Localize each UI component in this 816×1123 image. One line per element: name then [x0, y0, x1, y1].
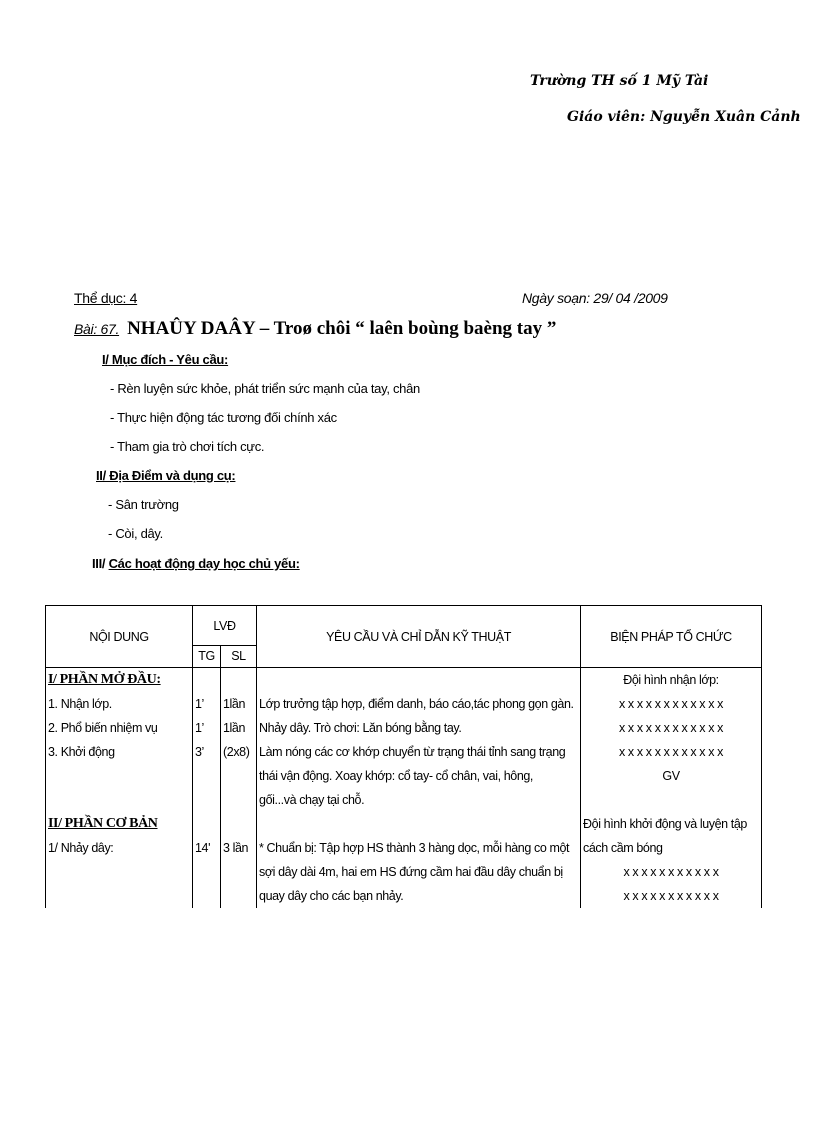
muc-dich-item: - Tham gia trò chơi tích cực.: [110, 439, 265, 454]
row-bien-phap: x x x x x x x x x x x x: [581, 740, 762, 764]
col-sl: SL: [221, 646, 257, 668]
row-bien-phap: x x x x x x x x x x x: [581, 884, 762, 908]
subject-line: [74, 290, 137, 306]
hoat-dong-prefix: III/: [92, 556, 106, 571]
row-sl: 1lần: [221, 716, 257, 740]
row-yeu-cau: quay dây cho các bạn nhảy.: [257, 884, 581, 908]
row-sl: [221, 812, 257, 836]
dia-diem-item: - Còi, dây.: [108, 526, 163, 541]
col-yeu-cau: YÊU CẦU VÀ CHỈ DẪN KỸ THUẬT: [257, 606, 581, 668]
row-noi-dung: 2. Phổ biến nhiệm vụ: [46, 716, 193, 740]
lesson-number: Bài: 67.: [74, 321, 120, 337]
row-bien-phap: GV: [581, 764, 762, 788]
row-tg: [193, 764, 221, 788]
row-tg: [193, 788, 221, 812]
row-yeu-cau: Lớp trưởng tập hợp, điểm danh, báo cáo,tác phong gọn gàn.: [257, 692, 581, 716]
row-tg: 3’: [193, 740, 221, 764]
row-noi-dung: II/ PHẦN CƠ BẢN: [46, 812, 193, 836]
table-row: [46, 764, 762, 788]
table-row: [46, 836, 762, 860]
row-yeu-cau: [257, 812, 581, 836]
table-row: [46, 812, 762, 836]
table-header-row: [46, 606, 762, 646]
col-bien-phap: BIỆN PHÁP TỔ CHỨC: [581, 606, 762, 668]
row-sl: 3 lần: [221, 836, 257, 860]
row-sl: [221, 884, 257, 908]
row-tg: 1’: [193, 716, 221, 740]
row-yeu-cau: gối...và chạy tại chỗ.: [257, 788, 581, 812]
row-bien-phap: x x x x x x x x x x x x: [581, 716, 762, 740]
row-bien-phap: cách cầm bóng: [581, 836, 762, 860]
col-lvd: LVĐ: [193, 606, 257, 646]
lesson-title: NHAÛY DAÂY – Troø chôi “ laên boùng baèng tay ”: [127, 318, 557, 339]
row-noi-dung: I/ PHẦN MỞ ĐẦU:: [46, 668, 193, 693]
row-sl: [221, 764, 257, 788]
row-tg: 1’: [193, 692, 221, 716]
lesson-plan-table: [45, 605, 762, 908]
row-noi-dung: 3. Khởi động: [46, 740, 193, 764]
lesson-title-line: [74, 318, 556, 340]
row-tg: [193, 884, 221, 908]
row-tg: [193, 812, 221, 836]
row-noi-dung: [46, 764, 193, 788]
row-yeu-cau: [257, 668, 581, 693]
table-row: [46, 740, 762, 764]
row-bien-phap: [581, 788, 762, 812]
row-sl: [221, 860, 257, 884]
muc-dich-heading: I/ Mục đích - Yêu cầu:: [102, 352, 229, 367]
row-yeu-cau: sợi dây dài 4m, hai em HS đứng cầm hai đầu dây chuẩn bị: [257, 860, 581, 884]
dia-diem-item: - Sân trường: [108, 497, 179, 512]
table-row: [46, 668, 762, 693]
row-noi-dung: 1/ Nhảy dây:: [46, 836, 193, 860]
table-row: [46, 716, 762, 740]
dia-diem-heading: II/ Địa Điểm và dụng cụ:: [96, 468, 236, 483]
muc-dich-item: - Rèn luyện sức khỏe, phát triển sức mạnh của tay, chân: [110, 381, 420, 396]
table-row: [46, 884, 762, 908]
row-bien-phap: x x x x x x x x x x x x: [581, 692, 762, 716]
row-tg: 14': [193, 836, 221, 860]
muc-dich-item: - Thực hiện động tác tương đối chính xác: [110, 410, 337, 425]
row-tg: [193, 668, 221, 693]
row-tg: [193, 860, 221, 884]
teacher-name: Giáo viên: Nguyễn Xuân Cảnh: [567, 109, 801, 125]
row-noi-dung: 1. Nhận lớp.: [46, 692, 193, 716]
row-noi-dung: [46, 788, 193, 812]
col-noi-dung: NỘI DUNG: [46, 606, 193, 668]
table-row: [46, 860, 762, 884]
hoat-dong-heading-line: [92, 556, 300, 571]
hoat-dong-heading: Các hoạt động dạy học chủ yếu:: [108, 556, 300, 571]
row-noi-dung: [46, 860, 193, 884]
date-line: Ngày soạn: 29/ 04 /2009: [522, 290, 668, 306]
row-yeu-cau: Làm nóng các cơ khớp chuyển từ trạng thái tỉnh sang trạng: [257, 740, 581, 764]
row-sl: 1lần: [221, 692, 257, 716]
row-noi-dung: [46, 884, 193, 908]
row-yeu-cau: * Chuẩn bị: Tập hợp HS thành 3 hàng dọc, mỗi hàng co một: [257, 836, 581, 860]
row-bien-phap: Đội hình khởi động và luyện tập: [581, 812, 762, 836]
row-sl: [221, 668, 257, 693]
row-yeu-cau: thái vận động. Xoay khớp: cổ tay- cổ chân, vai, hông,: [257, 764, 581, 788]
school-name: Trường TH số 1 Mỹ Tài: [530, 73, 709, 89]
table-row: [46, 788, 762, 812]
table-row: [46, 692, 762, 716]
col-tg: TG: [193, 646, 221, 668]
row-sl: [221, 788, 257, 812]
row-bien-phap: x x x x x x x x x x x: [581, 860, 762, 884]
subject: Thể dục: 4: [74, 290, 138, 306]
row-bien-phap: Đội hình nhận lớp:: [581, 668, 762, 693]
row-sl: (2x8): [221, 740, 257, 764]
row-yeu-cau: Nhảy dây. Trò chơi: Lăn bóng bằng tay.: [257, 716, 581, 740]
